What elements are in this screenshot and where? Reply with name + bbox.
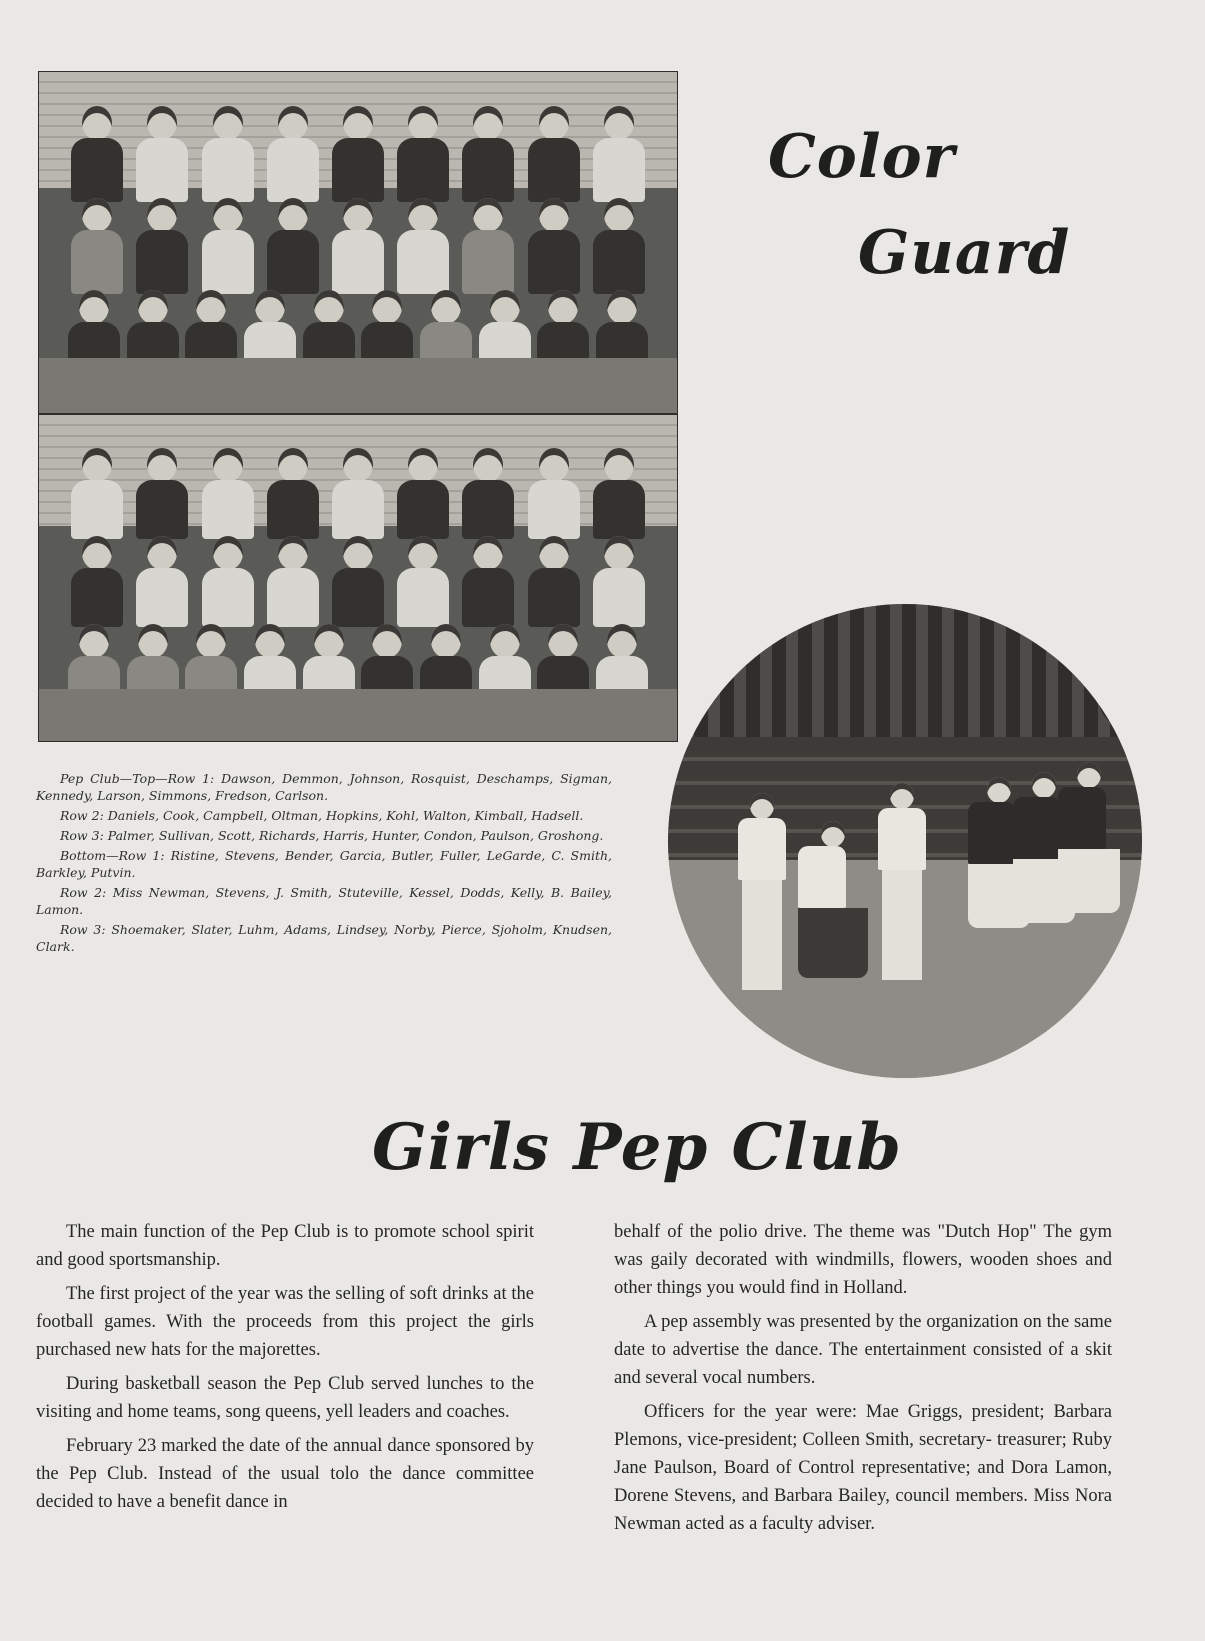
person bbox=[267, 536, 319, 630]
paragraph: February 23 marked the date of the annual dance sponsored by the Pep Club. Instead of the usual tolo the dance committee decided to have a benefit dance in bbox=[36, 1436, 534, 1512]
person bbox=[71, 448, 123, 542]
person bbox=[878, 783, 926, 980]
person bbox=[462, 448, 514, 542]
person bbox=[462, 106, 514, 204]
person bbox=[202, 536, 254, 630]
person bbox=[332, 448, 384, 542]
paragraph: Officers for the year were: Mae Griggs, president; Barbara Plemons, vice-president; Colleen Smith, secretary- treasurer; Ruby Jane Paulson, Board of Control representative; and Dora Lamon, Dorene Stevens, and Barbara Bailey, council members. Miss Nora Newman acted as a faculty adviser. bbox=[614, 1402, 1112, 1534]
person bbox=[397, 198, 449, 296]
photo-row bbox=[65, 448, 652, 542]
person bbox=[332, 536, 384, 630]
person bbox=[136, 198, 188, 296]
person bbox=[738, 793, 786, 990]
paragraph: behalf of the polio drive. The theme was "Dutch Hop" The gym was gaily decorated with windmills, flowers, wooden shoes and other things you would find in Holland. bbox=[614, 1222, 1112, 1298]
person bbox=[71, 536, 123, 630]
person bbox=[202, 106, 254, 204]
caption-line: Pep Club—Top—Row 1: Dawson, Demmon, Johnson, Rosquist, Deschamps, Sigman, Kennedy, Larson, Simmons, Fredson, Carlson. bbox=[36, 771, 612, 803]
person bbox=[136, 106, 188, 204]
person bbox=[71, 106, 123, 204]
caption-line: Row 3: Shoemaker, Slater, Luhm, Adams, Lindsey, Norby, Pierce, Sjoholm, Knudsen, Clark. bbox=[36, 922, 612, 954]
person bbox=[71, 198, 123, 296]
person bbox=[202, 198, 254, 296]
person bbox=[1058, 762, 1120, 913]
person bbox=[593, 536, 645, 630]
caption-line: Bottom—Row 1: Ristine, Stevens, Bender, Garcia, Butler, Fuller, LeGarde, C. Smith, Barkley, Putvin. bbox=[36, 848, 612, 880]
color-guard-heading-line2: Guard bbox=[858, 218, 1071, 288]
person bbox=[267, 106, 319, 204]
paragraph: During basketball season the Pep Club served lunches to the visiting and home teams, song queens, yell leaders and coaches. bbox=[36, 1374, 534, 1422]
person bbox=[397, 448, 449, 542]
person bbox=[136, 448, 188, 542]
person bbox=[798, 821, 868, 978]
person bbox=[267, 198, 319, 296]
color-guard-photo bbox=[668, 604, 1142, 1078]
pep-club-top-photo bbox=[38, 71, 678, 414]
paragraph: A pep assembly was presented by the organization on the same date to advertise the dance. The entertainment consisted of a skit and several vocal numbers. bbox=[614, 1312, 1112, 1388]
person bbox=[332, 106, 384, 204]
person bbox=[332, 198, 384, 296]
photo-row bbox=[65, 198, 652, 296]
photo-caption bbox=[36, 770, 612, 958]
person bbox=[528, 536, 580, 630]
person bbox=[397, 536, 449, 630]
caption-line: Row 2: Daniels, Cook, Campbell, Oltman, Hopkins, Kohl, Walton, Kimball, Hadsell. bbox=[60, 808, 584, 823]
person bbox=[397, 106, 449, 204]
crowd bbox=[668, 604, 1142, 737]
pep-club-bottom-photo bbox=[38, 414, 678, 742]
girls-pep-club-heading: Girls Pep Club bbox=[372, 1110, 902, 1185]
paragraph: The main function of the Pep Club is to promote school spirit and good sportsmanship. bbox=[36, 1222, 534, 1270]
photo-row bbox=[65, 106, 652, 204]
person bbox=[462, 198, 514, 296]
person bbox=[593, 106, 645, 204]
caption-line: Row 3: Palmer, Sullivan, Scott, Richards, Harris, Hunter, Condon, Paulson, Groshong. bbox=[60, 828, 604, 843]
paragraph: The first project of the year was the selling of soft drinks at the football games. With the proceeds from this project the girls purchased new hats for the majorettes. bbox=[36, 1284, 534, 1360]
photo-row bbox=[65, 536, 652, 630]
person bbox=[136, 536, 188, 630]
body-column-left bbox=[36, 1218, 534, 1522]
caption-line: Row 2: Miss Newman, Stevens, J. Smith, Stuteville, Kessel, Dodds, Kelly, B. Bailey, Lamon. bbox=[36, 885, 612, 917]
person bbox=[267, 448, 319, 542]
person bbox=[462, 536, 514, 630]
person bbox=[202, 448, 254, 542]
person bbox=[528, 198, 580, 296]
ground bbox=[39, 358, 677, 413]
person bbox=[593, 198, 645, 296]
person bbox=[593, 448, 645, 542]
ground bbox=[39, 689, 677, 741]
color-guard-heading-line1: Color bbox=[768, 122, 956, 192]
body-column-right bbox=[614, 1218, 1112, 1544]
person bbox=[528, 106, 580, 204]
person bbox=[528, 448, 580, 542]
